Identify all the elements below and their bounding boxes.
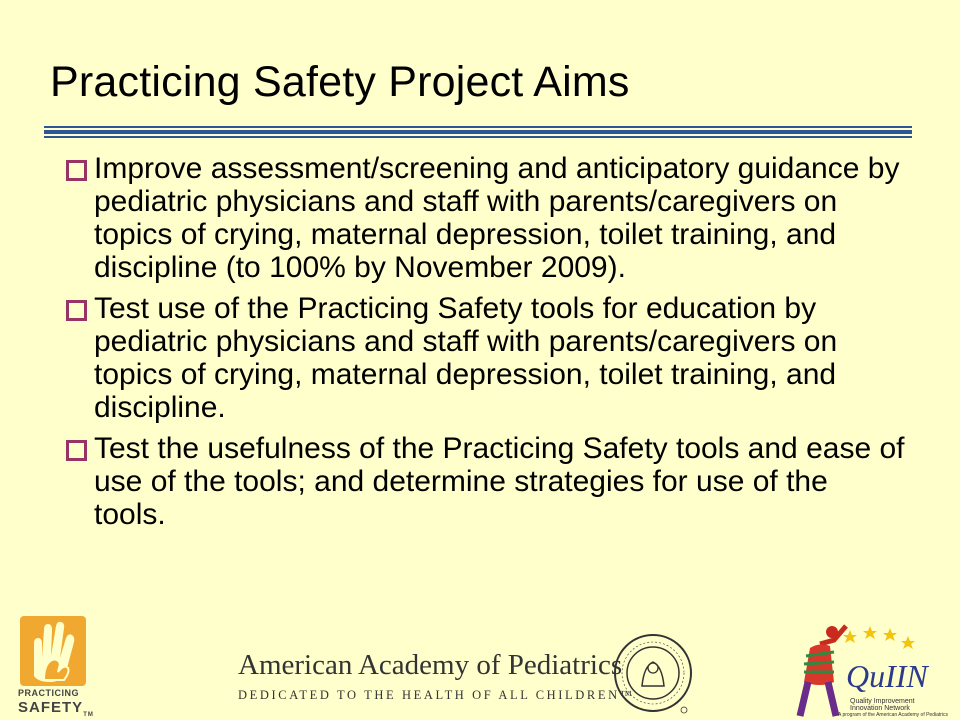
aim-item-2 bbox=[66, 292, 906, 424]
aim-text: Improve assessment/screening and anticipatory guidance by pediatric physicians and staff with parents/caregivers on topics of crying, maternal depression, toilet training, and discipline (to 100% by November 2009). bbox=[94, 152, 900, 284]
practicing-label: PRACTICING bbox=[18, 688, 79, 698]
title-rule-middle bbox=[44, 130, 912, 134]
aim-item-3 bbox=[66, 432, 906, 531]
aap-name: American Academy of Pediatrics bbox=[238, 649, 623, 681]
title-rule-top bbox=[44, 126, 912, 128]
aim-text: Test use of the Practicing Safety tools for education by pediatric physicians and staff with parents/caregivers on topics of crying, maternal depression, toilet training, and discipline. bbox=[94, 292, 838, 424]
square-bullet-icon bbox=[66, 440, 87, 461]
quiin-subtitle-2: Innovation Network bbox=[850, 705, 910, 712]
aim-item-1 bbox=[66, 152, 906, 284]
aap-tagline: DEDICATED TO THE HEALTH OF ALL CHILDREN™ bbox=[238, 688, 635, 702]
stars-icon bbox=[840, 624, 920, 654]
aim-text: Test the usefulness of the Practicing Safety tools and ease of use of the tools; and determine strategies for use of the tools. bbox=[94, 432, 905, 531]
aims-list bbox=[66, 152, 906, 539]
quiin-subtitle-1: Quality Improvement bbox=[850, 698, 915, 705]
quiin-name: QuIIN bbox=[846, 658, 928, 694]
aap-seal-icon bbox=[612, 632, 694, 714]
safety-label: $SAFETY_{TM}$ bbox=[18, 699, 94, 718]
slide-title: Practicing Safety Project Aims bbox=[50, 58, 630, 106]
quiin-subtitle-3: A program of the American Academy of Pediatrics bbox=[838, 712, 949, 718]
square-bullet-icon bbox=[66, 300, 87, 321]
title-rule-bottom bbox=[44, 136, 912, 138]
square-bullet-icon bbox=[66, 160, 87, 181]
